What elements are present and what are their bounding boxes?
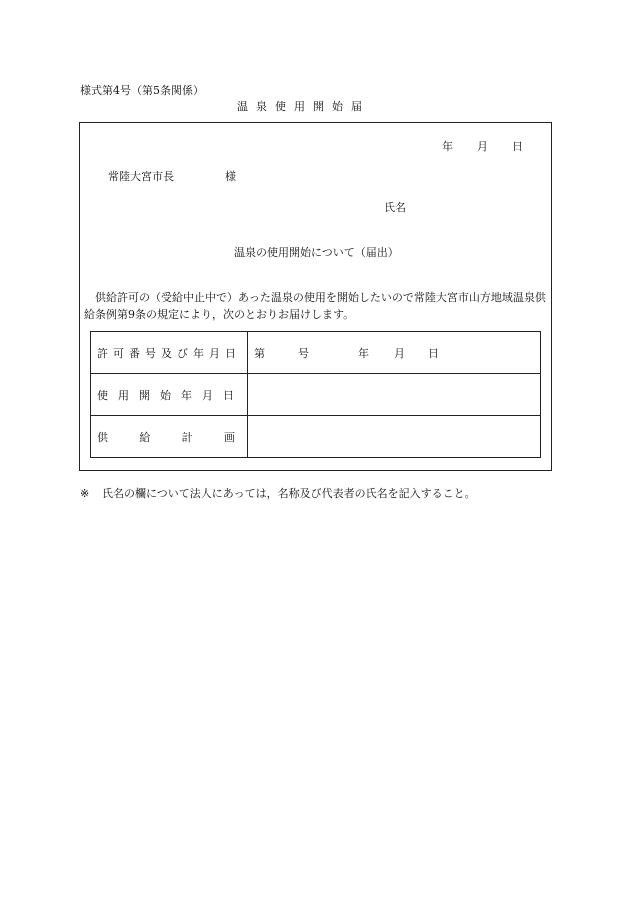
date-line xyxy=(442,138,523,154)
subject-line: 温泉の使用開始について（届出） xyxy=(234,246,399,259)
note-text: 氏名の欄について法人にあっては，名称及び代表者の氏名を記入すること。 xyxy=(102,487,476,500)
permit-month-label: 月 xyxy=(394,346,405,360)
start-date-field[interactable] xyxy=(248,374,541,416)
supply-plan-char: 給 xyxy=(139,430,151,444)
applicant-name-label: 氏名 xyxy=(384,201,406,214)
addressee-honorific: 様 xyxy=(225,170,236,183)
permit-number-suffix: 号 xyxy=(298,346,309,360)
info-table xyxy=(90,331,541,458)
addressee: 常陸大宮市長 xyxy=(108,170,174,183)
start-date-label: 使用開始年月日 xyxy=(91,374,248,416)
table-row xyxy=(91,332,541,374)
supply-plan-char: 計 xyxy=(181,430,193,444)
permit-year-label: 年 xyxy=(358,346,369,360)
note-mark: ※ xyxy=(80,487,90,500)
footnote xyxy=(80,485,476,501)
table-row xyxy=(91,374,541,416)
permit-day-label: 日 xyxy=(428,346,439,360)
date-day-label: 日 xyxy=(512,140,523,153)
table-row xyxy=(91,416,541,458)
date-month-label: 月 xyxy=(477,140,488,153)
supply-plan-label xyxy=(91,416,248,458)
supply-plan-char: 画 xyxy=(223,430,235,444)
permit-number-prefix: 第 xyxy=(254,346,265,360)
supply-plan-char: 供 xyxy=(97,430,108,444)
body-text: 供給許可の（受給中止中で）あった温泉の使用を開始したいので常陸大宮市山方地域温泉供給条例第9条の規定により，次のとおりお届けします。 xyxy=(84,291,546,321)
permit-number-label: 許可番号及び年月日 xyxy=(91,332,248,374)
form-number: 様式第4号（第5条関係） xyxy=(80,84,204,97)
document-title: 温泉使用開始届 xyxy=(237,100,370,113)
supply-plan-text xyxy=(97,429,235,445)
supply-plan-field[interactable] xyxy=(248,416,541,458)
date-year-label: 年 xyxy=(442,140,453,153)
permit-number-field[interactable] xyxy=(248,332,541,374)
